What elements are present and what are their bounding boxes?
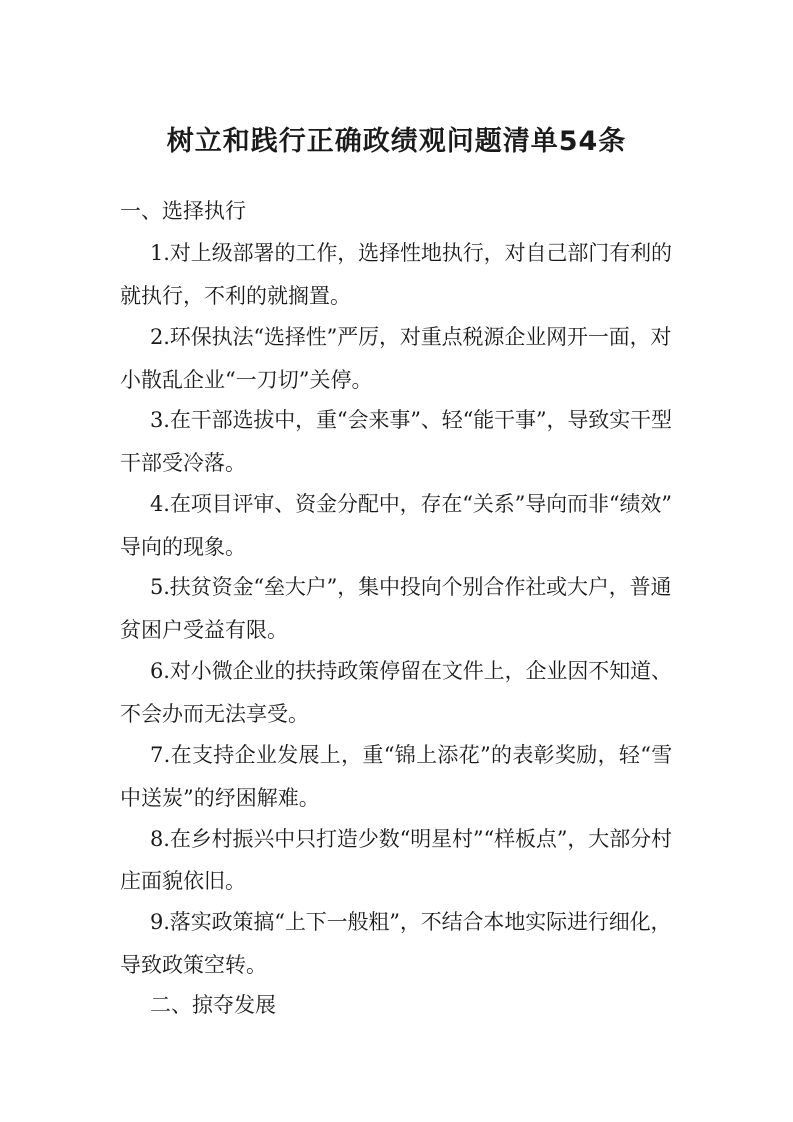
item-line-2: 导致政策空转。 <box>120 953 267 977</box>
item-line-1: 3.在干部选拔中，重“会来事”、轻“能干事”，导致实干型 <box>150 408 672 432</box>
item-line-1: 5.扶贫资金“垒大户”，集中投向个别合作社或大户，普通 <box>150 575 672 599</box>
item-line-1: 4.在项目评审、资金分配中，存在“关系”导向而非“绩效” <box>150 492 672 516</box>
item-line-1: 2.环保执法“选择性”严厉，对重点税源企业网开一面，对 <box>150 325 672 349</box>
item-line-2: 庄面貌依旧。 <box>120 869 246 893</box>
item-line-1: 1.对上级部署的工作，选择性地执行，对自己部门有利的 <box>150 241 672 265</box>
item-line-1: 7.在支持企业发展上，重“锦上添花”的表彰奖励，轻“雪 <box>150 743 673 767</box>
item-line-2: 小散乱企业“一刀切”关停。 <box>120 368 373 392</box>
item-line-1: 9.落实政策搞“上下一般粗”，不结合本地实际进行细化， <box>150 910 672 934</box>
item-line-2: 贫困户受益有限。 <box>120 618 288 642</box>
item-line-2: 导向的现象。 <box>120 535 246 559</box>
section-heading-2: 二、掠夺发展 <box>150 993 276 1017</box>
item-line-1: 8.在乡村振兴中只打造少数“明星村”“样板点”，大部分村 <box>150 827 672 851</box>
page-title: 树立和践行正确政绩观问题清单54条 <box>166 126 627 157</box>
item-line-2: 中送炭”的纾困解难。 <box>120 786 320 810</box>
section-heading-1: 一、选择执行 <box>120 199 246 223</box>
item-line-2: 就执行，不利的就搁置。 <box>120 284 351 308</box>
item-line-1: 6.对小微企业的扶持政策停留在文件上，企业因不知道、 <box>150 659 672 683</box>
item-line-2: 不会办而无法享受。 <box>120 702 309 726</box>
item-line-2: 干部受冷落。 <box>120 451 246 475</box>
